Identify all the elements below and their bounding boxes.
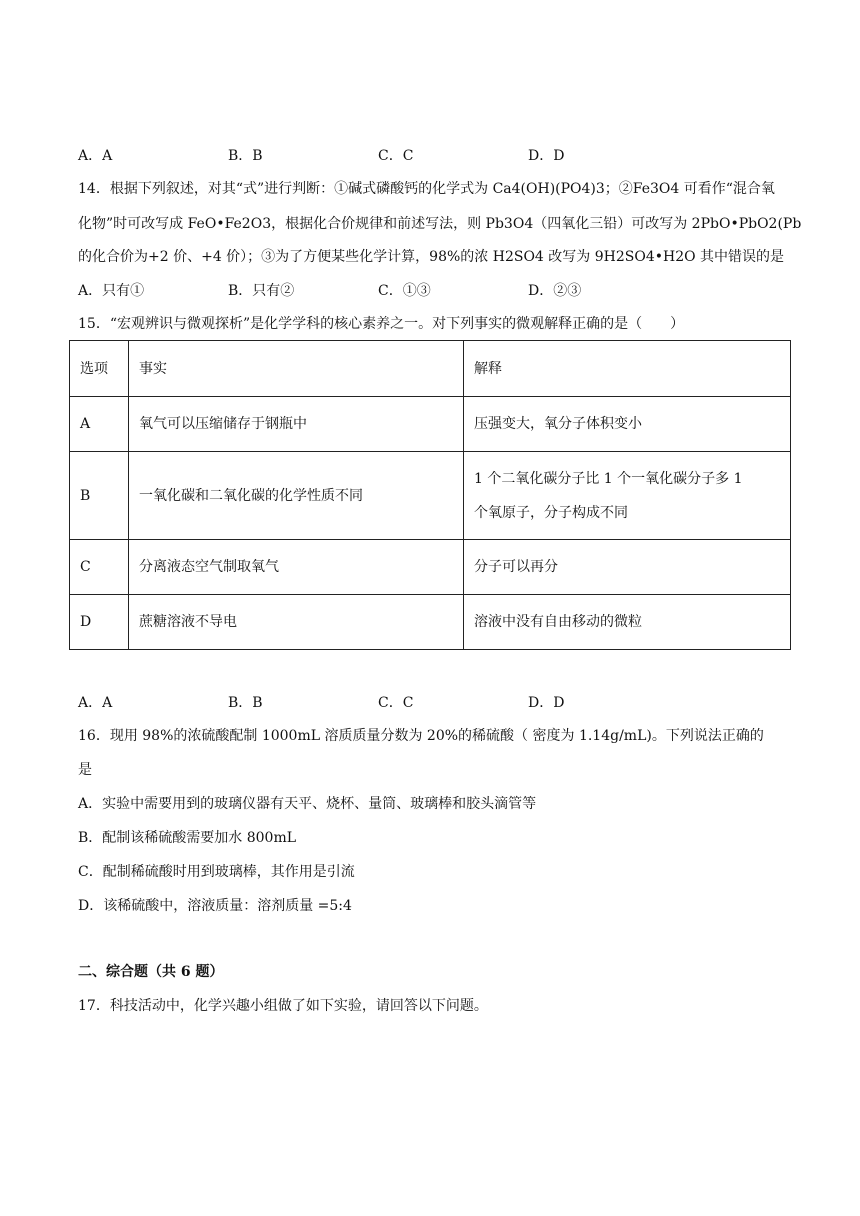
row-explanation xyxy=(464,452,791,540)
q14-option-d: D．②③ xyxy=(528,283,582,299)
table-row xyxy=(70,595,791,650)
q14-stem-line3: 的化合价为+2 价、+4 价）；③为了方便某些化学计算，98%的浓 H2SO4 改写为 9H2SO4•H2O 其中错误的是 xyxy=(78,249,785,265)
table-header-row xyxy=(70,341,791,397)
q14-stem-line2: 化物”时可改写成 FeO•Fe2O3，根据化合价规律和前述写法，则 Pb3O4（四氧化三铅）可改写为 2PbO•PbO2(Pb xyxy=(78,216,802,232)
section-title: 二、综合题（共 6 题） xyxy=(78,964,224,980)
row-option: D xyxy=(70,595,129,650)
header-option: 选项 xyxy=(70,341,129,397)
q14-option-c: C．①③ xyxy=(378,283,431,299)
q14-stem-line1: 14．根据下列叙述，对其“式”进行判断：①碱式磷酸钙的化学式为 Ca4(OH)(PO4)3；②Fe3O4 可看作“混合氧 xyxy=(78,181,775,197)
row-explanation: 溶液中没有自由移动的微粒 xyxy=(464,595,791,650)
header-explanation: 解释 xyxy=(464,341,791,397)
q16-stem-line2: 是 xyxy=(78,762,92,778)
q15-table xyxy=(69,340,791,650)
row-explanation: 压强变大，氧分子体积变小 xyxy=(464,397,791,452)
table-row xyxy=(70,540,791,595)
q17-stem: 17．科技活动中，化学兴趣小组做了如下实验，请回答以下问题。 xyxy=(78,998,488,1014)
table-row xyxy=(70,397,791,452)
q13-option-c: C．C xyxy=(378,148,414,164)
q15-option-a: A．A xyxy=(78,695,113,711)
row-option: B xyxy=(70,452,129,540)
row-option: A xyxy=(70,397,129,452)
row-explanation-line1: 1 个二氧化碳分子比 1 个一氧化碳分子多 1 xyxy=(474,470,743,487)
q14-options xyxy=(78,281,678,301)
q13-option-b: B．B xyxy=(228,148,263,164)
table-row xyxy=(70,452,791,540)
row-option: C xyxy=(70,540,129,595)
row-explanation: 分子可以再分 xyxy=(464,540,791,595)
q15-option-d: D．D xyxy=(528,695,565,711)
q16-option-c: C．配制稀硫酸时用到玻璃棒，其作用是引流 xyxy=(78,864,355,880)
q15-option-b: B．B xyxy=(228,695,263,711)
q16-option-d: D．该稀硫酸中，溶液质量：溶剂质量 =5:4 xyxy=(78,898,352,914)
row-explanation-line2: 个氧原子，分子构成不同 xyxy=(474,504,628,521)
header-fact: 事实 xyxy=(129,341,464,397)
q14-option-b: B．只有② xyxy=(228,283,295,299)
row-fact: 蔗糖溶液不导电 xyxy=(129,595,464,650)
q16-option-a: A．实验中需要用到的玻璃仪器有天平、烧杯、量筒、玻璃棒和胶头滴管等 xyxy=(78,796,537,812)
q16-option-b: B．配制该稀硫酸需要加水 800mL xyxy=(78,830,297,846)
q13-option-d: D．D xyxy=(528,148,565,164)
q15-option-c: C．C xyxy=(378,695,414,711)
row-fact: 一氧化碳和二氧化碳的化学性质不同 xyxy=(129,452,464,540)
q14-option-a: A．只有① xyxy=(78,283,145,299)
q13-option-a: A．A xyxy=(78,148,113,164)
row-fact: 氧气可以压缩储存于钢瓶中 xyxy=(129,397,464,452)
q16-stem-line1: 16．现用 98%的浓硫酸配制 1000mL 溶质质量分数为 20%的稀硫酸（ 密度为 1.14g/mL)。下列说法正确的 xyxy=(78,728,764,744)
q15-stem: 15．“宏观辨识与微观探析”是化学学科的核心素养之一。对下列事实的微观解释正确的是（ ） xyxy=(78,316,685,332)
q13-options xyxy=(78,146,678,166)
row-fact: 分离液态空气制取氧气 xyxy=(129,540,464,595)
q15-options xyxy=(78,693,678,713)
